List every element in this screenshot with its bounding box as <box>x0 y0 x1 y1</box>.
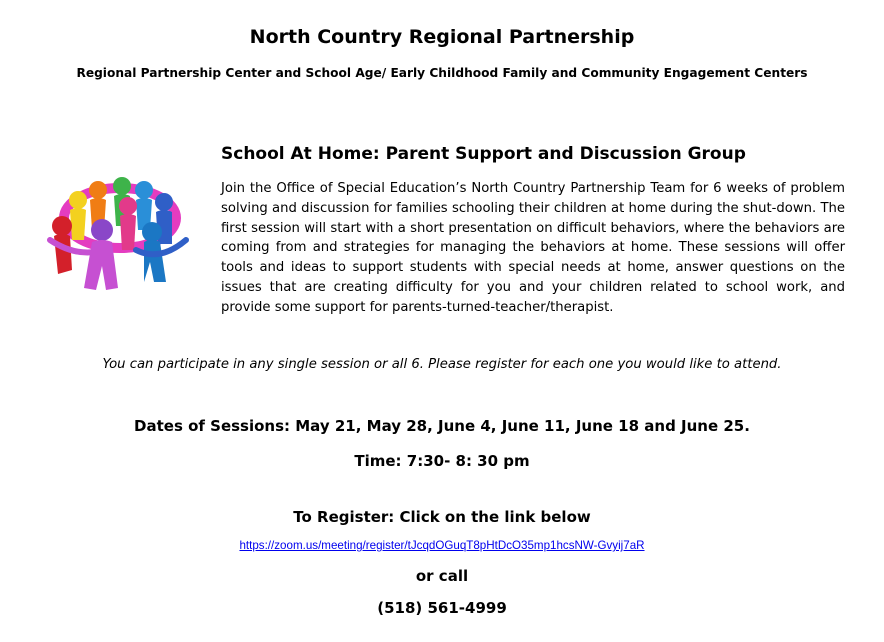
or-call-text: or call <box>415 567 469 585</box>
session-time: Time: 7:30- 8: 30 pm <box>354 452 530 470</box>
phone-number: (518) 561-4999 <box>377 599 507 617</box>
registration-link-container <box>0 539 884 552</box>
participation-note: You can participate in any single session or all 6. Please register for each one you would like to attend. <box>102 357 782 372</box>
session-dates: Dates of Sessions: May 21, May 28, June 4, June 11, June 18 and June 25. <box>134 417 750 435</box>
section-title: School At Home: Parent Support and Discussion Group <box>221 144 746 164</box>
people-circle-icon <box>40 170 200 300</box>
page-subtitle: Regional Partnership Center and School Age/ Early Childhood Family and Community Engagement Centers <box>76 66 808 80</box>
intro-paragraph: Join the Office of Special Education’s North Country Partnership Team for 6 weeks of problem solving and discussion for families schooling their children at home during the shut-down. The first session will start with a short presentation on difficult behaviors, where the behaviors are coming from and strategies for managing the behaviors at home. These sessions will offer tools and ideas to support students with special needs at home, answer questions on the issues that are creating difficulty for you and your children related to school work, and provide some support for parents-turned-teacher/therapist. <box>221 181 845 315</box>
register-instruction: To Register: Click on the link below <box>293 508 591 526</box>
page-title: North Country Regional Partnership <box>249 26 635 48</box>
registration-link[interactable]: https://zoom.us/meeting/register/tJcqdOGuqT8pHtDcO35mp1hcsNW-Gvyij7aR <box>239 539 645 552</box>
